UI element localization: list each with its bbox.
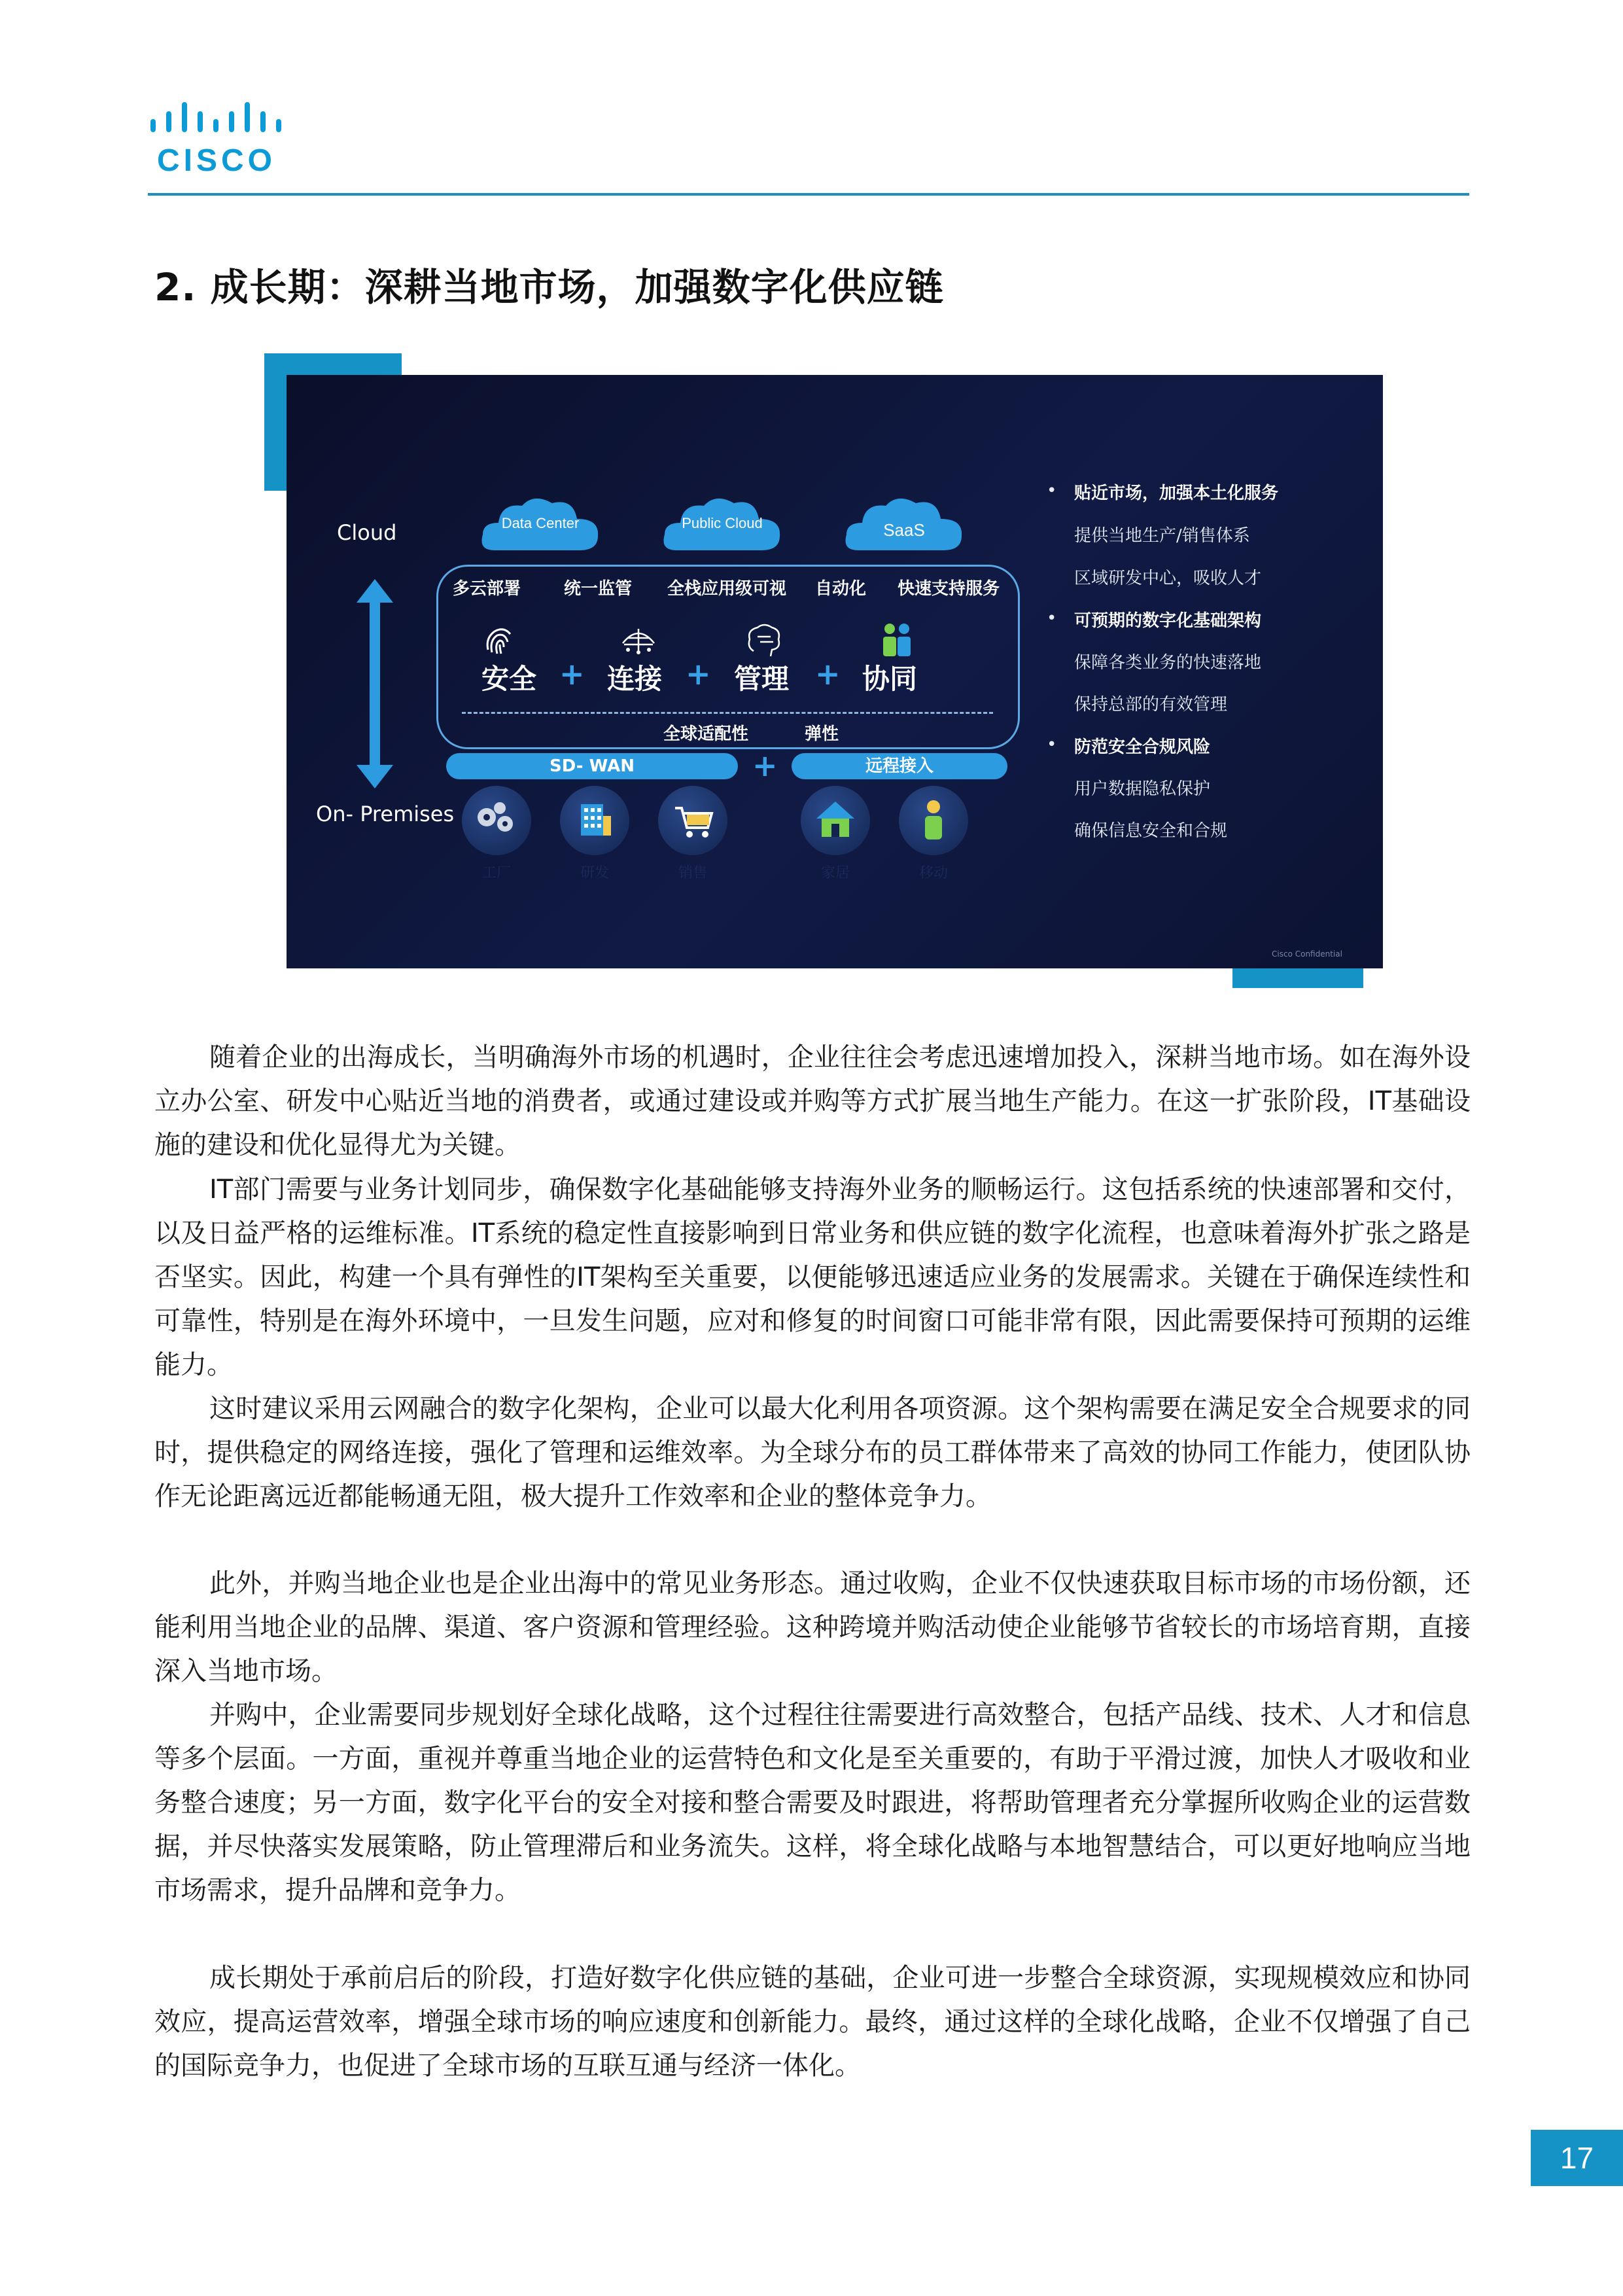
site-factory: [462, 786, 531, 881]
sdwan-bar: SD- WAN: [446, 753, 738, 779]
bullet-item: 用户数据隐私保护: [1074, 779, 1211, 799]
body-paragraph: 随着企业的出海成长，当明确海外市场的机遇时，企业往往会考虑迅速增加投入，深耕当地市场。如在海外设立办公室、研发中心贴近当地的消费者，或通过建设或并购等方式扩展当地生产能力。在这一扩张阶段，IT基础设施的建设和优化显得尤为关键。: [154, 1042, 1471, 1160]
fingerprint-icon: [481, 624, 518, 656]
building-icon: [560, 786, 629, 855]
pillar-management: 管理: [734, 663, 790, 695]
capability-label: 自动化: [815, 579, 867, 599]
capability-label: 全栈应用级可视: [667, 579, 787, 599]
plus-icon: +: [559, 656, 585, 692]
cloud-label-text: SaaS: [883, 520, 925, 540]
site-label: 移动: [918, 865, 948, 881]
brain-icon: [744, 621, 784, 658]
capability-label: 统一监管: [564, 579, 633, 599]
gears-icon: [462, 786, 531, 855]
bullet-heading: 贴近市场，加强本土化服务: [1074, 484, 1279, 503]
confidential-note: Cisco Confidential: [1272, 949, 1342, 959]
pillar-connectivity: 连接: [607, 663, 663, 695]
site-sales: [658, 786, 727, 881]
body-paragraph: 这时建议采用云网融合的数字化架构，企业可以最大化利用各项资源。这个架构需要在满足安全合规要求的同时，提供稳定的网络连接，强化了管理和运维效率。为全球分布的员工群体带来了高效的协同工作能力，使团队协作无论距离远近都能畅通无阻，极大提升工作效率和企业的整体竞争力。: [154, 1394, 1471, 1511]
page-number: 17: [1531, 2130, 1623, 2186]
body-paragraph: IT部门需要与业务计划同步，确保数字化基础能够支持海外业务的顺畅运行。这包括系统的快速部署和交付，以及日益严格的运维标准。IT系统的稳定性直接影响到日常业务和供应链的数字化流程，也意味着海外扩张之路是否坚实。因此，构建一个具有弹性的IT架构至关重要，以便能够迅速适应业务的发展需求。关键在于确保连续性和可靠性，特别是在海外环境中，一旦发生问题，应对和修复的时间窗口可能非常有限，因此需要保持可预期的运维能力。: [154, 1174, 1471, 1380]
bullet-heading: 可预期的数字化基础架构: [1074, 611, 1262, 631]
panel-divider: [462, 712, 993, 714]
cisco-logo: [148, 99, 285, 178]
cart-icon: [658, 786, 727, 855]
bullet-item: 提供当地生产/销售体系: [1074, 526, 1250, 546]
bullet-item: 保持总部的有效管理: [1074, 695, 1228, 715]
remote-access-bar: 远程接入: [792, 753, 1007, 779]
cloud-public: [657, 491, 788, 557]
cloud-label-text: Public Cloud: [682, 515, 763, 531]
quality-label: 弹性: [805, 724, 839, 744]
site-label: 工厂: [481, 865, 511, 881]
cloud-saas: [839, 491, 969, 557]
plus-icon: +: [752, 748, 778, 783]
header-divider: [148, 193, 1469, 196]
onprem-label: On- Premises: [316, 802, 455, 826]
cisco-bars-icon: [148, 99, 285, 139]
brand-name: CISCO: [157, 143, 277, 178]
site-label: 研发: [580, 865, 609, 881]
site-home: [801, 786, 870, 881]
capability-label: 多云部署: [453, 579, 521, 599]
site-mobile: [899, 786, 968, 881]
body-paragraph: 此外，并购当地企业也是企业出海中的常见业务形态。通过收购，企业不仅快速获取目标市场的市场份额，还能利用当地企业的品牌、渠道、客户资源和管理经验。这种跨境并购活动使企业能够节省较长的市场培育期，直接深入当地市场。: [154, 1568, 1471, 1686]
body-paragraph: 成长期处于承前启后的阶段，打造好数字化供应链的基础，企业可进一步整合全球资源，实现规模效应和协同效应，提高运营效率，增强全球市场的响应速度和创新能力。最终，通过这样的全球化战略，企业不仅增强了自己的国际竞争力，也促进了全球市场的互联互通与经济一体化。: [154, 1963, 1471, 2081]
site-label: 销售: [678, 865, 707, 881]
home-icon: [801, 786, 870, 855]
site-rnd: [560, 786, 629, 881]
globe-network-icon: [619, 624, 658, 656]
plus-icon: +: [815, 656, 841, 692]
bullet-heading: 防范安全合规风险: [1074, 737, 1211, 757]
plus-icon: +: [686, 656, 711, 692]
cloud-label: Cloud: [337, 520, 397, 545]
architecture-diagram: Cloud On- Premises Data Center Public Cloud SaaS 多云部署 统一监管 全栈应用级可视 自动化 快速支持服务 安全 + 连接 + 管理 + 协同 全球适配性 弹性 SD- WAN + 远程接入 工厂 研发 销售 家居 移动 • 贴近市场，加强本土化服务 提供当地生产/销售体系 区域研发中心，吸收人才 • 可预期的数字化基础架构 保障各类业务的快速落地 保持总部的有效管理 • 防范安全合规风险 用户数据隐私保护 确保信息安全和合规 Cisco Confidential: [287, 375, 1383, 968]
vertical-arrow-icon: [355, 579, 394, 788]
site-label: 家居: [820, 865, 850, 881]
cloud-data-center: [475, 491, 606, 557]
bullet-item: 区域研发中心，吸收人才: [1074, 569, 1262, 588]
collaboration-people-icon: [877, 620, 916, 659]
quality-label: 全球适配性: [663, 724, 749, 744]
bullet-item: 确保信息安全和合规: [1074, 821, 1228, 841]
section-title: 2. 成长期：深耕当地市场，加强数字化供应链: [154, 265, 944, 309]
capability-label: 快速支持服务: [898, 579, 1000, 599]
pillar-collaboration: 协同: [862, 663, 918, 695]
bullet-item: 保障各类业务的快速落地: [1074, 653, 1262, 673]
body-paragraph: 并购中，企业需要同步规划好全球化战略，这个过程往往需要进行高效整合，包括产品线、技术、人才和信息等多个层面。一方面，重视并尊重当地企业的运营特色和文化是至关重要的，有助于平滑过渡，加快人才吸收和业务整合速度；另一方面，数字化平台的安全对接和整合需要及时跟进，将帮助管理者充分掌握所收购企业的运营数据，并尽快落实发展策略，防止管理滞后和业务流失。这样，将全球化战略与本地智慧结合，可以更好地响应当地市场需求，提升品牌和竞争力。: [154, 1700, 1471, 1905]
cloud-label-text: Data Center: [501, 515, 580, 531]
pillar-security: 安全: [481, 663, 537, 695]
mobile-user-icon: [899, 786, 968, 855]
